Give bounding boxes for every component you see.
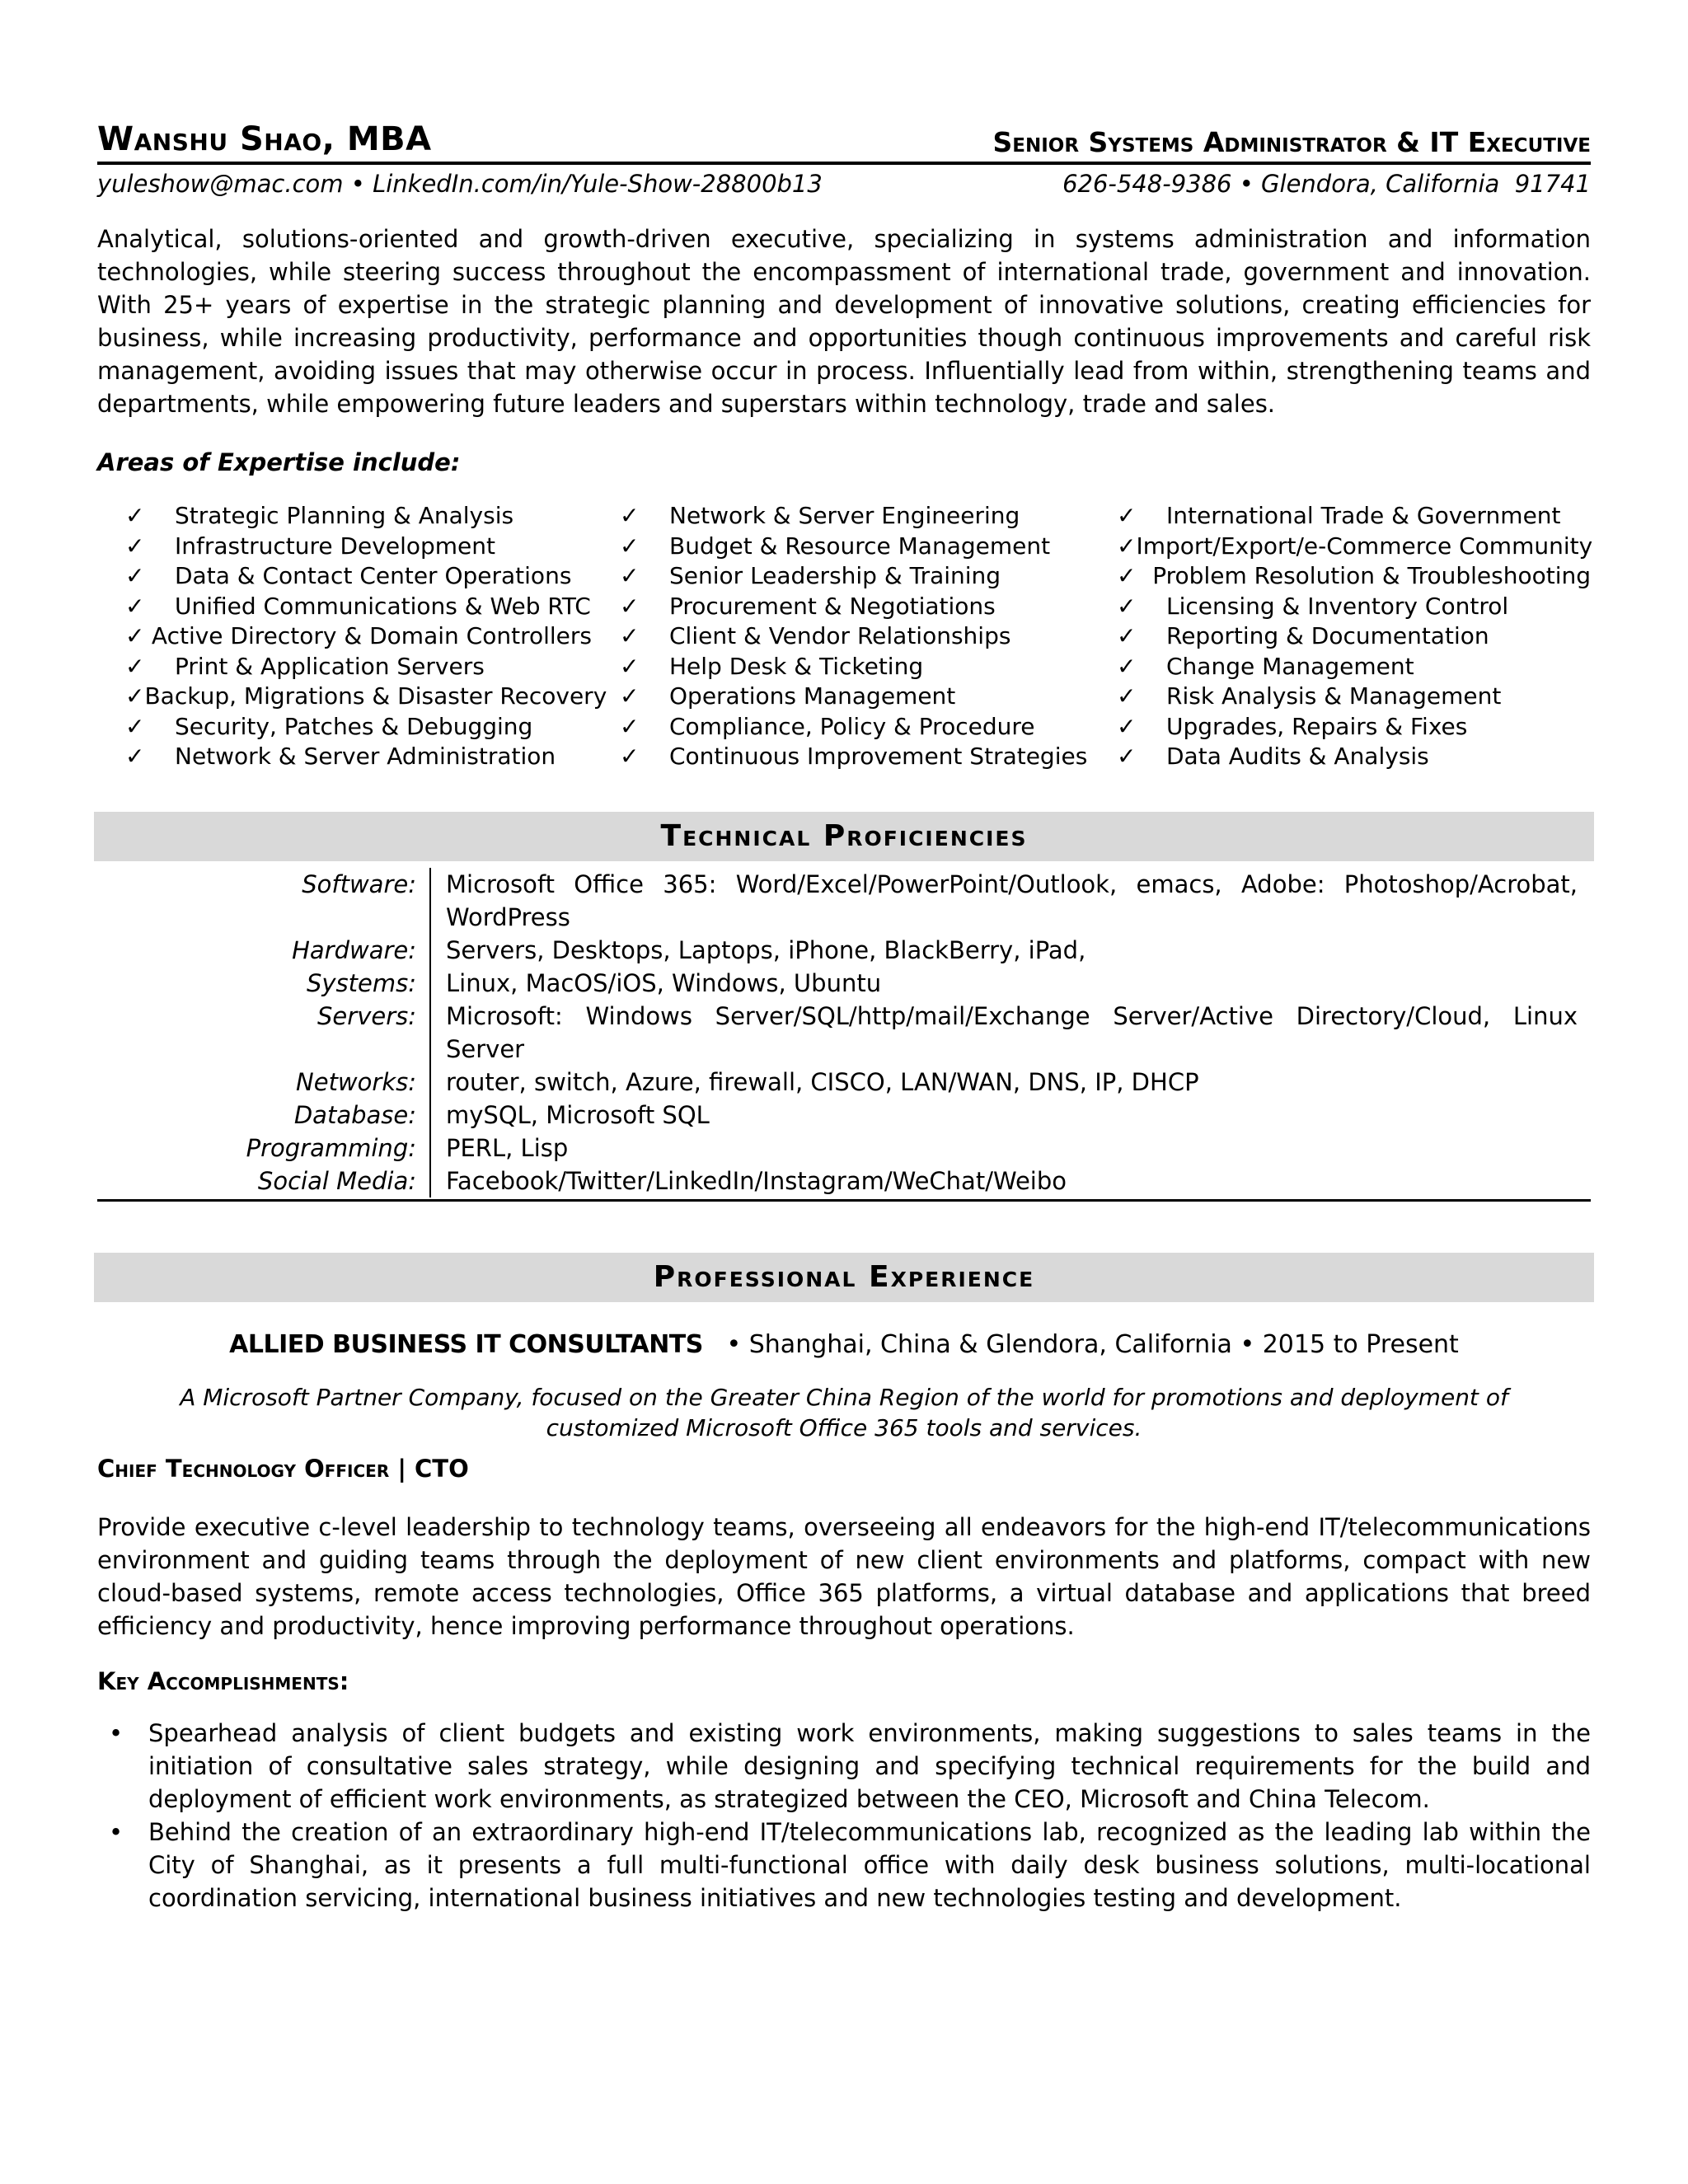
accomplishments-list <box>97 1717 1591 1915</box>
expertise-label: Procurement & Negotiations <box>669 592 996 620</box>
checkmark-icon: ✓ <box>620 532 640 560</box>
expertise-label: Budget & Resource Management <box>669 532 1051 560</box>
expertise-label: Risk Analysis & Management <box>1166 682 1502 710</box>
expertise-item <box>97 532 592 562</box>
accomplishment-text: Behind the creation of an extraordinary high-end IT/telecommunications lab, recognized as the leading lab within the City of Shanghai, as it presents a full multi-functional office with daily desk business solutions, multi-locational coordination servicing, international business initiatives and new technologies testing and development. <box>148 1817 1591 1912</box>
role-description: Provide executive c-level leadership to technology teams, overseeing all endeavors for the high-end IT/telecommunications environment and guiding teams through the deployment of new client environments and platforms, compact with new cloud-based systems, remote access technologies, Office 365 platforms, a virtual database and applications that breed efficiency and productivity, hence improving performance throughout operations. <box>97 1512 1591 1640</box>
expertise-label: Reporting & Documentation <box>1166 622 1489 649</box>
expertise-label: Change Management <box>1166 652 1414 680</box>
expertise-item <box>592 561 1089 592</box>
technical-label: Programming: <box>97 1132 431 1165</box>
expertise-label: Senior Leadership & Training <box>669 562 1001 589</box>
technical-value: router, switch, Azure, firewall, CISCO, LAN/WAN, DNS, IP, DHCP <box>446 1067 1199 1096</box>
checkmark-icon: ✓ <box>125 502 145 529</box>
expertise-item <box>97 742 592 772</box>
expertise-label: Help Desk & Ticketing <box>669 652 924 680</box>
expertise-grid <box>97 501 1591 772</box>
technical-row <box>97 967 1591 1000</box>
expertise-label: Continuous Improvement Strategies <box>669 743 1088 770</box>
expertise-label: Infrastructure Development <box>175 532 495 560</box>
technical-value: Servers, Desktops, Laptops, iPhone, BlackBerry, iPad, <box>446 935 1086 964</box>
expertise-label: Operations Management <box>669 682 956 710</box>
expertise-item <box>1089 532 1591 562</box>
expertise-label: Licensing & Inventory Control <box>1166 592 1509 620</box>
linkedin-link[interactable]: LinkedIn.com/in/Yule-Show-28800b13 <box>373 170 823 198</box>
technical-row <box>97 868 1591 934</box>
technical-row <box>97 1099 1591 1132</box>
resume-page <box>97 99 1591 1915</box>
expertise-item <box>97 712 592 743</box>
location: Glendora, California 91741 <box>1261 170 1591 198</box>
expertise-column-3 <box>1089 501 1591 772</box>
checkmark-icon: ✓ <box>125 712 145 740</box>
expertise-item <box>1089 621 1591 652</box>
checkmark-icon: ✓ <box>620 682 640 710</box>
checkmark-icon: ✓ <box>125 652 145 680</box>
expertise-item <box>592 621 1089 652</box>
expertise-label: Data Audits & Analysis <box>1166 743 1429 770</box>
expertise-label: Client & Vendor Relationships <box>669 622 1011 649</box>
accomplishment-text: Spearhead analysis of client budgets and existing work environments, making suggestions to sales teams in the initiation of consultative sales strategy, while designing and specifying technical requirements for the build and deployment of efficient work environments, as strategized between the CEO, Microsoft and China Telecom. <box>148 1718 1591 1813</box>
expertise-item <box>592 592 1089 622</box>
technical-row <box>97 1132 1591 1165</box>
technical-value: Facebook/Twitter/LinkedIn/Instagram/WeChat/Weibo <box>446 1166 1067 1195</box>
technical-value: mySQL, Microsoft SQL <box>446 1100 710 1129</box>
checkmark-icon: ✓ <box>1117 712 1137 740</box>
phone-number: 626-548-9386 <box>1062 170 1232 198</box>
email-link[interactable]: yuleshow@mac.com <box>97 170 344 198</box>
candidate-name: Wanshu Shao, MBA <box>97 120 432 158</box>
checkmark-icon: ✓ <box>620 502 640 529</box>
bullet-icon: • <box>109 1718 124 1747</box>
checkmark-icon: ✓ <box>1117 743 1137 770</box>
technical-row <box>97 1066 1591 1099</box>
technical-label: Social Media: <box>97 1165 431 1197</box>
expertise-label: Network & Server Engineering <box>669 502 1020 529</box>
expertise-label: Data & Contact Center Operations <box>175 562 572 589</box>
summary-paragraph: Analytical, solutions-oriented and growth-driven executive, specializing in systems administration and information technologies, while steering success throughout the encompassment of international trade, government and innovation. With 25+ years of expertise in the strategic planning and development of innovative solutions, creating efficiencies for business, while increasing productivity, performance and opportunities though continuous improvements and careful risk management, avoiding issues that may otherwise occur in process. Influentially lead from within, strengthening teams and departments, while empowering future leaders and superstars within technology, trade and sales. <box>97 225 1591 418</box>
contact-line <box>97 170 1591 198</box>
company-line <box>97 1330 1591 1359</box>
checkmark-icon: ✓ <box>620 743 640 770</box>
checkmark-icon: ✓ <box>1117 682 1137 710</box>
company-dates: 2015 to Present <box>1262 1329 1459 1359</box>
expertise-label: Active Directory & Domain Controllers <box>151 622 592 649</box>
checkmark-icon: ✓ <box>125 562 145 589</box>
checkmark-icon: ✓ <box>1117 622 1137 649</box>
checkmark-icon: ✓ <box>1117 562 1137 589</box>
expertise-item <box>1089 742 1591 772</box>
expertise-column-1 <box>97 501 607 772</box>
accomplishments-heading: Key Accomplishments: <box>97 1666 349 1695</box>
resume-header <box>97 99 1591 158</box>
checkmark-icon: ✓ <box>620 652 640 680</box>
technical-row <box>97 934 1591 967</box>
expertise-item <box>97 682 607 712</box>
technical-table <box>97 868 1591 1202</box>
expertise-label: Strategic Planning & Analysis <box>175 502 514 529</box>
areas-heading: Areas of Expertise include: <box>97 448 461 476</box>
technical-label: Servers: <box>97 1000 431 1066</box>
expertise-item <box>592 742 1089 772</box>
expertise-column-2 <box>592 501 1089 772</box>
checkmark-icon: ✓ <box>620 562 640 589</box>
expertise-label: Upgrades, Repairs & Fixes <box>1166 712 1468 740</box>
expertise-item <box>97 621 592 652</box>
expertise-item <box>1089 712 1591 743</box>
expertise-item <box>592 501 1089 532</box>
expertise-label: International Trade & Government <box>1166 502 1561 529</box>
company-name: ALLIED BUSINESS IT CONSULTANTS <box>229 1329 703 1359</box>
expertise-label: Network & Server Administration <box>175 743 556 770</box>
company-location: Shanghai, China & Glendora, California <box>748 1329 1232 1359</box>
checkmark-icon: ✓ <box>620 592 640 620</box>
checkmark-icon: ✓ <box>1117 532 1137 560</box>
expertise-item <box>1089 652 1591 682</box>
checkmark-icon: ✓ <box>125 592 145 620</box>
expertise-item <box>97 592 592 622</box>
expertise-item <box>1089 561 1591 592</box>
technical-row <box>97 1165 1591 1197</box>
expertise-label: Compliance, Policy & Procedure <box>669 712 1035 740</box>
expertise-item <box>1089 592 1591 622</box>
checkmark-icon: ✓ <box>125 622 145 649</box>
technical-value: Microsoft Office 365: Word/Excel/PowerPoint/Outlook, emacs, Adobe: Photoshop/Acrobat, WordPress <box>446 869 1578 931</box>
expertise-item <box>97 501 592 532</box>
expertise-item <box>592 532 1089 562</box>
expertise-item <box>592 712 1089 743</box>
technical-row <box>97 1000 1591 1066</box>
technical-section-heading: Technical Proficiencies <box>94 812 1594 861</box>
technical-label: Systems: <box>97 967 431 1000</box>
expertise-item <box>97 561 592 592</box>
separator-dot: • <box>1240 1329 1255 1359</box>
checkmark-icon: ✓ <box>125 532 145 560</box>
expertise-label: Security, Patches & Debugging <box>175 712 533 740</box>
expertise-label: Print & Application Servers <box>175 652 485 680</box>
technical-value: Linux, MacOS/iOS, Windows, Ubuntu <box>446 968 882 997</box>
checkmark-icon: ✓ <box>1117 502 1137 529</box>
expertise-label: Import/Export/e-Commerce Community <box>1136 532 1593 560</box>
expertise-item <box>592 652 1089 682</box>
checkmark-icon: ✓ <box>1117 652 1137 680</box>
technical-label: Networks: <box>97 1066 431 1099</box>
expertise-item <box>1089 682 1591 712</box>
checkmark-icon: ✓ <box>1117 592 1137 620</box>
candidate-title: Senior Systems Administrator & IT Executive <box>992 126 1591 158</box>
accomplishment-item <box>97 1717 1591 1816</box>
bullet-icon: • <box>109 1817 124 1846</box>
expertise-item <box>592 682 1089 712</box>
separator-dot: • <box>726 1329 742 1359</box>
checkmark-icon: ✓ <box>125 682 145 710</box>
expertise-label: Backup, Migrations & Disaster Recovery <box>144 682 607 710</box>
header-rule <box>97 162 1591 165</box>
technical-label: Software: <box>97 868 431 934</box>
expertise-item <box>97 652 592 682</box>
checkmark-icon: ✓ <box>620 622 640 649</box>
separator-dot: • <box>1239 170 1254 198</box>
checkmark-icon: ✓ <box>125 743 145 770</box>
technical-value: PERL, Lisp <box>446 1133 569 1162</box>
expertise-label: Unified Communications & Web RTC <box>175 592 591 620</box>
experience-section-heading: Professional Experience <box>94 1253 1594 1302</box>
accomplishment-item <box>97 1816 1591 1915</box>
technical-label: Database: <box>97 1099 431 1132</box>
technical-label: Hardware: <box>97 934 431 967</box>
technical-value: Microsoft: Windows Server/SQL/http/mail/Exchange Server/Active Directory/Cloud, Linux Server <box>446 1001 1578 1063</box>
checkmark-icon: ✓ <box>620 712 640 740</box>
separator-dot: • <box>350 170 365 198</box>
role-title: Chief Technology Officer | CTO <box>97 1454 469 1483</box>
expertise-item <box>1089 501 1591 532</box>
expertise-label: Problem Resolution & Troubleshooting <box>1152 562 1591 589</box>
company-description: A Microsoft Partner Company, focused on the Greater China Region of the world for promotions and deployment of customized Microsoft Office 365 tools and services. <box>180 1383 1508 1441</box>
